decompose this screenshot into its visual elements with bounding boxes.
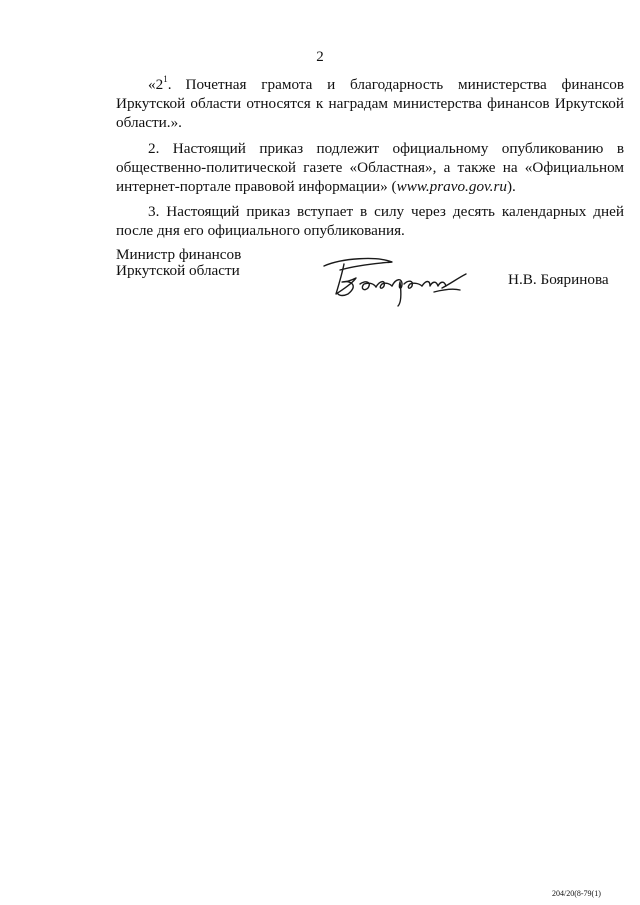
clause-superscript: 1 xyxy=(163,74,168,84)
main-text xyxy=(116,75,624,240)
signatory-position xyxy=(116,247,241,279)
clause-number-dot: . xyxy=(167,76,172,93)
handwritten-signature xyxy=(322,254,468,308)
paragraph-effective-date xyxy=(116,202,624,240)
position-line-1: Министр финансов xyxy=(116,246,242,263)
publication-text: 2. Настоящий приказ подлежит официальному опубликованию в общественно-политической газете «Областная», а также на «Официальном интернет-портале правовой информации» ( xyxy=(116,140,624,195)
document-code: 204/20(8-79(1) xyxy=(552,889,601,898)
publication-text-end: ). xyxy=(506,178,516,195)
clause-number: «2 xyxy=(148,76,164,93)
position-line-2: Иркутской области xyxy=(116,262,240,279)
pravo-link[interactable]: www.pravo.gov.ru xyxy=(396,178,507,195)
paragraph-publication xyxy=(116,139,624,196)
page-number: 2 xyxy=(316,49,324,65)
effective-text: 3. Настоящий приказ вступает в силу через десять календарных дней после дня его официального опубликования. xyxy=(116,203,624,239)
paragraph-award-clause xyxy=(116,75,624,132)
signer-name: Н.В. Бояринова xyxy=(508,271,609,288)
clause-text: Почетная грамота и благодарность министерства финансов Иркутской области относятся к наградам министерства финансов Иркутской области.». xyxy=(116,76,624,131)
